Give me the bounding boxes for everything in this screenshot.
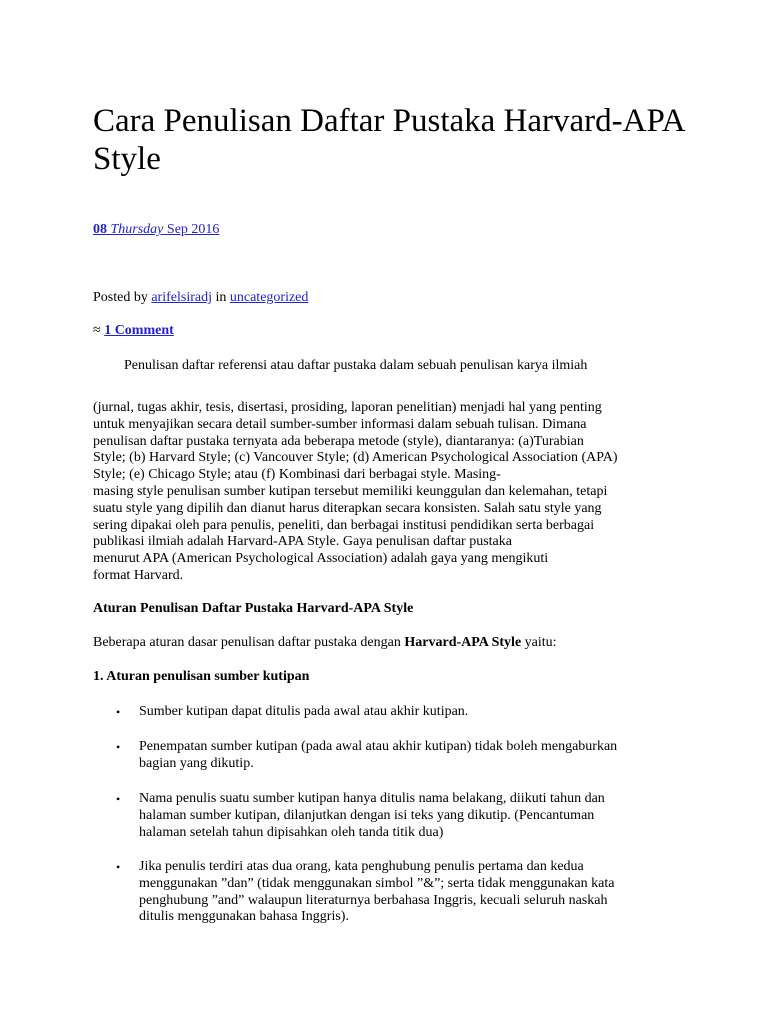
list-item-line: penghubung ”and” walaupun literaturnya berbahasa Inggris, kecuali seluruh naskah xyxy=(139,892,608,908)
list-item-line: bagian yang dikutip. xyxy=(139,755,254,771)
list-item-text xyxy=(139,704,679,721)
post-date-link[interactable] xyxy=(93,222,219,238)
comments-icon: ≈ xyxy=(93,323,101,338)
rules-intro xyxy=(93,635,557,651)
list-item-line: Jika penulis terdiri atas dua orang, kata penghubung penulis pertama dan kedua xyxy=(139,859,584,874)
article-title xyxy=(93,102,693,178)
subheading: 1. Aturan penulisan sumber kutipan xyxy=(93,669,310,684)
bullet-icon: • xyxy=(116,792,121,806)
bullet-icon: • xyxy=(116,860,121,874)
list-item-text xyxy=(139,791,679,841)
paragraph-line: sering dipakai oleh para penulis, peneliti, dan berbagai institusi pendidikan serta berbagai xyxy=(93,517,595,533)
intro-line: Penulisan daftar referensi atau daftar pustaka dalam sebuah penulisan karya ilmiah xyxy=(124,358,588,373)
author-link[interactable]: arifelsiradj xyxy=(151,290,212,305)
rules-intro-tail: yaitu: xyxy=(521,635,557,650)
paragraph-line: publikasi ilmiah adalah Harvard-APA Style. Gaya penulisan daftar pustaka xyxy=(93,534,512,550)
post-meta xyxy=(93,290,308,306)
posted-by-label: Posted by xyxy=(93,290,148,305)
post-date-month-year[interactable]: Sep 2016 xyxy=(166,222,220,237)
paragraph-line: untuk menyajikan secara detail sumber-sumber informasi dalam sebuah tulisan. Dimana xyxy=(93,416,587,432)
category-link[interactable]: uncategorized xyxy=(229,290,309,305)
paragraph-line: menurut APA (American Psychological Association) adalah gaya yang mengikuti xyxy=(93,551,549,567)
paragraph-line: masing style penulisan sumber kutipan tersebut memiliki keunggulan dan kelemahan, tetapi xyxy=(93,483,608,499)
bullet-icon: • xyxy=(116,740,121,754)
article-title-text: Cara Penulisan Daftar Pustaka Harvard-APA Style xyxy=(93,103,684,177)
list-item-text xyxy=(139,739,679,773)
rules-intro-text: Beberapa aturan dasar penulisan daftar pustaka dengan xyxy=(93,635,405,650)
paragraph-line: suatu style yang dipilih dan dianut harus diterapkan secara konsisten. Salah satu style yang xyxy=(93,500,602,516)
body-paragraph xyxy=(93,400,693,585)
section-heading: Aturan Penulisan Daftar Pustaka Harvard-APA Style xyxy=(93,601,414,616)
list-item-line: halaman sumber kutipan, dilanjutkan dengan isi teks yang dikutip. (Pencantuman xyxy=(139,807,595,823)
comments-link[interactable]: 1 Comment xyxy=(104,323,174,338)
post-date-weekday[interactable]: Thursday xyxy=(110,222,164,237)
list-item-line: Nama penulis suatu sumber kutipan hanya ditulis nama belakang, diikuti tahun dan xyxy=(139,791,605,806)
paragraph-line: penulisan daftar pustaka ternyata ada beberapa metode (style), diantaranya: (a)Turabian xyxy=(93,433,584,449)
paragraph-line: Style; (b) Harvard Style; (c) Vancouver Style; (d) American Psychological Association (APA) xyxy=(93,450,618,466)
list-item-line: menggunakan ”dan” (tidak menggunakan simbol ”&”; serta tidak menggunakan kata xyxy=(139,875,615,891)
in-label: in xyxy=(215,290,227,305)
paragraph-line: Style; (e) Chicago Style; atau (f) Kombinasi dari berbagai style. Masing- xyxy=(93,467,501,483)
list-item-line: ditulis menggunakan bahasa Inggris). xyxy=(139,909,349,925)
paragraph-line: format Harvard. xyxy=(93,567,184,583)
bullet-icon: • xyxy=(116,705,121,719)
list-item-text xyxy=(139,859,679,926)
post-date-day[interactable]: 08 xyxy=(93,222,107,237)
list-item-line: Penempatan sumber kutipan (pada awal atau akhir kutipan) tidak boleh mengaburkan xyxy=(139,739,618,754)
rules-intro-bold: Harvard-APA Style xyxy=(404,635,522,650)
comments-meta xyxy=(93,323,174,339)
list-item-line: Sumber kutipan dapat ditulis pada awal atau akhir kutipan. xyxy=(139,704,469,719)
paragraph-line: (jurnal, tugas akhir, tesis, disertasi, prosiding, laporan penelitian) menjadi hal yang penting xyxy=(93,400,602,415)
list-item-line: halaman setelah tahun dipisahkan oleh tanda titik dua) xyxy=(139,824,444,840)
